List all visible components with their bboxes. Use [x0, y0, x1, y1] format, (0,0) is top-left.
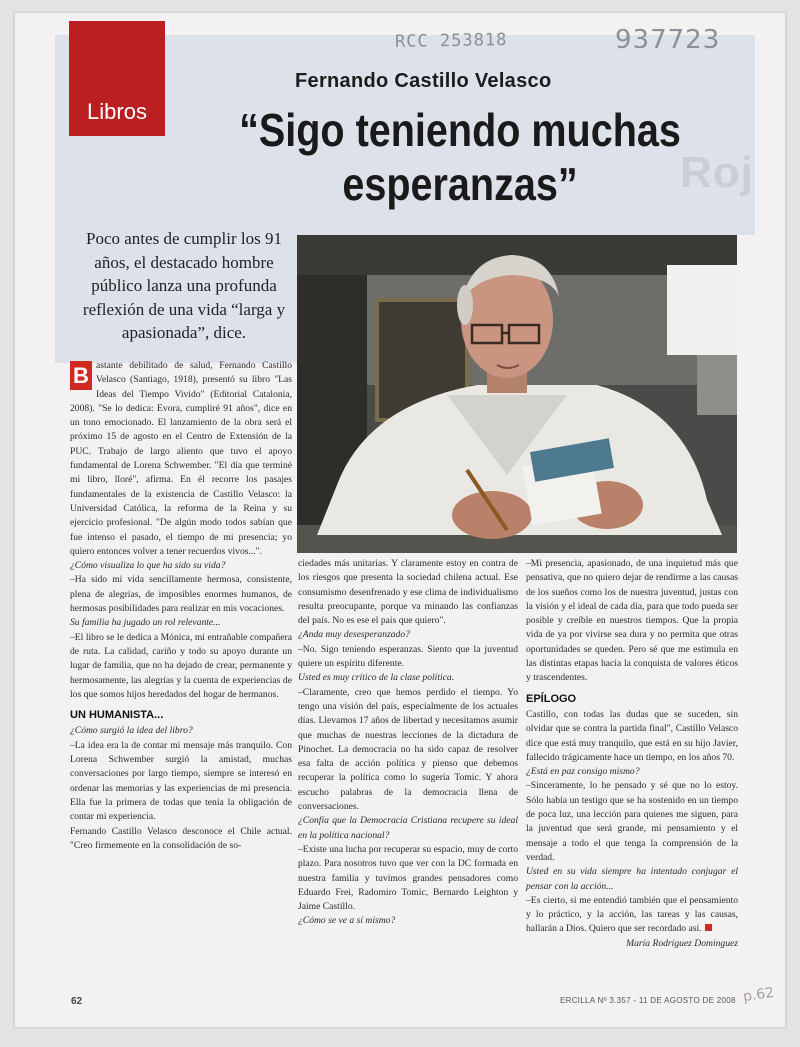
- answer: –No. Sigo teniendo esperanzas. Siento que la juventud quiere un espíritu diferente.: [298, 643, 518, 670]
- archive-stamp: RCC 253818: [394, 30, 508, 52]
- end-mark-icon: [705, 924, 712, 931]
- dek-intro: Poco antes de cumplir los 91 años, el destacado hombre público lanza una profunda reflexión de una vida “larga y apasionada”, dice.: [82, 229, 286, 342]
- paragraph: Castillo, con todas las dudas que se suceden, sin olvidar que se contra la partida final", Castillo Velasco dice que está muy tranquilo, que está en su hijo Javier, fallecido trágicamente hace un tiempo, en los años 70.: [526, 708, 738, 763]
- man-writing-photo: [297, 235, 737, 553]
- subhead: EPÍLOGO: [526, 692, 577, 705]
- byline: Fernando Castillo Velasco: [295, 70, 552, 92]
- question: Usted en su vida siempre ha intentado conjugar el pensar con la acción...: [526, 866, 738, 892]
- section-tab: [69, 21, 165, 133]
- paragraph: ciedades más unitarias. Y claramente estoy en contra de los riesgos que presenta la sociedad chilena actual. Ese consumismo desenfrenado y ese clima de individualismo resulta preocupante, porque va minando las confianzas del país. No es ese el país que quiero".: [298, 558, 518, 627]
- answer: –El libro se le dedica a Mónica, mi entrañable compañera de ruta. La calidad, cariño y todo su apoyo durante un lugar de familia, que no ha dejado de crear, permanente y hermosamente, las alegrías y la cuenta de experiencias de los que somos hijos heredados del hogar de hermanos.: [70, 631, 292, 700]
- section-rule: [69, 133, 165, 136]
- magazine-page: [14, 12, 786, 1028]
- question: ¿Está en paz consigo mismo?: [526, 766, 640, 778]
- handwritten-number: 937723: [615, 25, 721, 55]
- answer: –Existe una lucha por recuperar su espacio, muy de corto plazo. Para nosotros tuvo que ver con la DC formada en nuestra familia y tuvimos grandes pensadores como Eduardo Frei, Radomiro Tomic, Bernardo Leighton y Jaime Castillo.: [298, 843, 518, 913]
- page-number: 62: [71, 996, 83, 1007]
- subhead: UN HUMANISTA...: [70, 709, 164, 722]
- question: ¿Cómo se ve a sí mismo?: [298, 915, 396, 927]
- question: ¿Cómo surgió la idea del libro?: [70, 725, 193, 737]
- question: ¿Anda muy desesperanzado?: [298, 629, 410, 641]
- paragraph: Fernando Castillo Velasco desconoce el Chile actual. "Creo firmemente en la consolidación de so-: [70, 825, 292, 851]
- answer: –Claramente, creo que hemos perdido el tiempo. Yo tengo una visión del país, especialmente de los actuales días. Llevamos 17 años de libertad y necesitamos asumir que muchas de nuestras lecciones de la dictadura de Pinochet. La democracia no ha sido capaz de resolver esa falta de acción política y pienso que debemos recuperar la política como lo sugería Tomic. Y ahora escucho palabras de la democracia llena de conversaciones.: [298, 686, 518, 813]
- lead-paragraph: [70, 359, 292, 559]
- question: ¿Confía que la Democracia Cristiana recupere su ideal en la política nacional?: [298, 815, 518, 841]
- question: Usted es muy crítico de la clase política.: [298, 672, 455, 684]
- column-3: [526, 557, 738, 951]
- ghost-title: Roj: [680, 148, 754, 197]
- answer: [526, 894, 738, 937]
- pencil-note: p.62: [742, 984, 776, 1006]
- answer: –La idea era la de contar mi mensaje más tranquilo. Con Lorena Schwember surgió la amistad, muchas conversaciones por largo tiempo, siempre se interesó en ordenar las memorias y las experiencias de mi presencia. Ella fue la primera de todas que tenía la obligación de contar mi experiencia.: [70, 739, 292, 823]
- lead-text: astante debilitado de salud, Fernando Castillo Velasco (Santiago, 1918), presentó su libro "Las Ideas del Tiempo Vivido" (Editorial Catalonia, 2008). "Se lo dedica: Evora, cumpliré 91 años", dice en un tono emocionado. El lanzamiento de la obra será el próximo 15 de agosto en el Centro de Extensión de la PUC. Trabajo de largo aliento que tuvo el apoyo fundamental de Lorena Schwember. "El día que terminé mi libro, lloré", afirma. En él recorre los pasajes fundamentales de la existencia de Castillo Velasco: la Universidad Católica, la reforma de la Reina y su ejercicio profesional. "De algún modo todos sabían que fue intenso el pasado, el tiempo de mi presencia; yo quiero entonces volver a tener recuerdos vivos...".: [70, 360, 292, 557]
- issue-footer: ERCILLA Nº 3.357 - 11 DE AGOSTO DE 2008: [560, 996, 736, 1005]
- drop-cap: B: [70, 361, 92, 390]
- question: Su familia ha jugado un rol relevante...: [70, 617, 221, 629]
- section-label: Libros: [87, 99, 147, 124]
- paragraph: –Mi presencia, apasionado, de una inquietud más que pensativa, que no quiero dejar de rendirme a las causas de los sueños como los de nuestra juventud, justas con la visión y el ideal de cada día, para que todo pueda ser posible y creíble en nuestros tiempos. Que la propia vida de ya por vivirse sea dura y no permita que otras oportunidades se queden. Pero sé que me estimula en las distintas etapas hacia la conquista de valores éticos y trascendentes.: [526, 558, 738, 684]
- answer: –Sinceramente, lo he pensado y sé que no lo estoy. Sólo había un testigo que se ha sostenido en un tiempo de poca luz, una lección para quienes me siguen, para la juventud que será grande, mi pensamiento y el mensaje a todo el que tenga la comprensión de la verdad.: [526, 780, 738, 863]
- answer: –Ha sido mi vida sencillamente hermosa, consistente, plena de alegrías, de imposibles enormes humanos, de hermosas posibilidades para realizar en mis vocaciones.: [70, 574, 292, 615]
- author-signature: María Rodríguez Dominguez: [626, 937, 738, 949]
- column-2: [298, 557, 518, 929]
- question: ¿Cómo visualiza lo que ha sido su vida?: [70, 560, 226, 572]
- column-1: [70, 359, 292, 853]
- headline: “Sigo teniendo muchas esperanzas”: [239, 104, 681, 210]
- answer-text: –Es cierto, si me entendió también que el pensamiento y lo práctico, y la acción, las tareas y las causas, hallarán a Dios. Quiero que ser recordado así.: [526, 894, 738, 935]
